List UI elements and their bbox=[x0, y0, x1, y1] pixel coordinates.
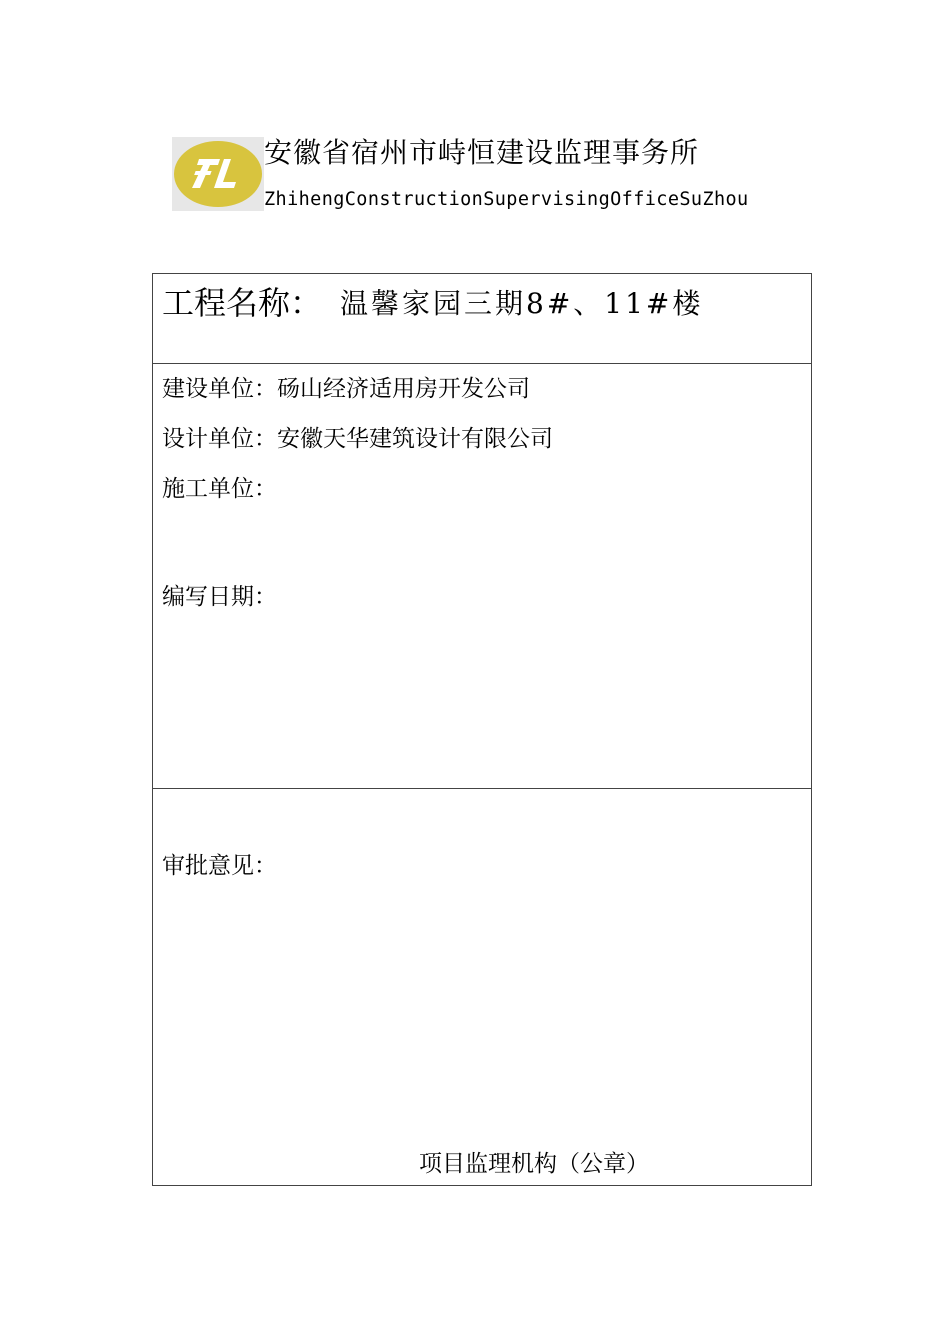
approval-opinion-label: 审批意见： bbox=[162, 853, 277, 879]
builder-value: 砀山经济适用房开发公司 bbox=[277, 376, 530, 402]
designer-value: 安徽天华建筑设计有限公司 bbox=[277, 426, 553, 452]
supervision-seal-label: 项目监理机构（公章） bbox=[419, 1151, 649, 1177]
organization-name-chinese: 安徽省宿州市峙恒建设监理事务所 bbox=[264, 136, 700, 169]
designer-label: 设计单位： bbox=[162, 426, 277, 452]
letterhead bbox=[172, 137, 792, 217]
project-name-label: 工程名称： bbox=[162, 284, 323, 322]
project-title-row bbox=[153, 274, 811, 364]
contractor-label: 施工单位： bbox=[162, 476, 277, 502]
project-details-row bbox=[153, 364, 811, 789]
approval-row bbox=[153, 789, 811, 1185]
logo-ellipse bbox=[174, 141, 262, 207]
date-label: 编写日期： bbox=[162, 584, 277, 610]
logo-emblem bbox=[172, 137, 264, 211]
contractor-field bbox=[162, 474, 277, 504]
date-field bbox=[162, 582, 277, 612]
project-name-value: 温馨家园三期8#、11#楼 bbox=[340, 287, 704, 320]
designer-field bbox=[162, 424, 553, 454]
project-info-form bbox=[152, 273, 812, 1186]
builder-label: 建设单位： bbox=[162, 376, 277, 402]
organization-name-english: ZhihengConstructionSupervisingOfficeSuZhou bbox=[264, 189, 749, 210]
builder-field bbox=[162, 374, 530, 404]
company-logo bbox=[172, 137, 264, 211]
